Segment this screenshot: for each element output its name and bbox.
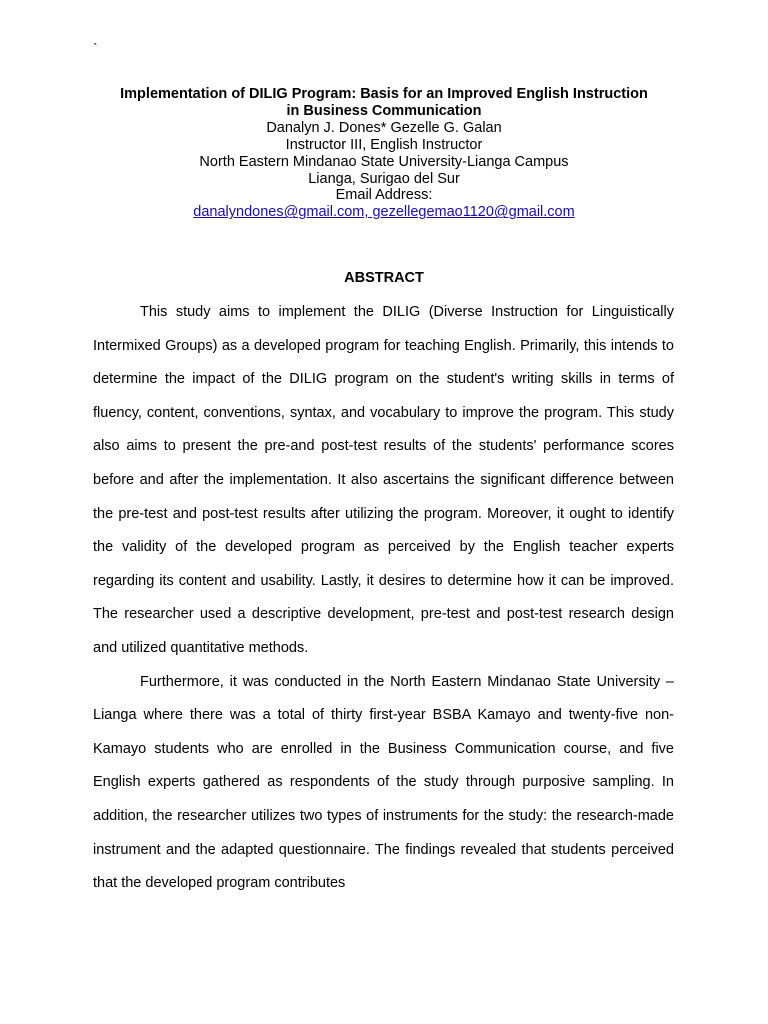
abstract-paragraph-2: Furthermore, it was conducted in the North Eastern Mindanao State University – Lianga where there was a total of thirty first-year BSBA Kamayo and twenty-five non-Kamayo students who are enrolled in the Business Communication course, and five English experts gathered as respondents of the study through purposive sampling. In addition, the researcher utilizes two types of instruments for the study: the research-made instrument and the adapted questionnaire. The findings revealed that students perceived that the developed program contributes bbox=[93, 673, 674, 892]
paper-title-line-2: in Business Communication bbox=[286, 102, 482, 119]
email-links[interactable]: danalyndones@gmail.com, gezellegemao1120@gmail.com bbox=[193, 204, 575, 221]
location: Lianga, Surigao del Sur bbox=[308, 170, 460, 187]
institution: North Eastern Mindanao State University-Lianga Campus bbox=[199, 153, 569, 170]
author-positions: Instructor III, English Instructor bbox=[285, 136, 483, 153]
paper-title-line-1: Implementation of DILIG Program: Basis for an Improved English Instruction bbox=[120, 86, 648, 102]
abstract-body bbox=[93, 296, 674, 901]
paper-header bbox=[80, 86, 688, 221]
email-label: Email Address: bbox=[335, 187, 433, 204]
abstract-heading: ABSTRACT bbox=[344, 270, 424, 286]
stray-mark: ` bbox=[93, 40, 98, 56]
abstract-paragraph-1: This study aims to implement the DILIG (Diverse Instruction for Linguistically Intermixed Groups) as a developed program for teaching English. Primarily, this intends to determine the impact of the DILIG program on the student's writing skills in terms of fluency, content, conventions, syntax, and vocabulary to improve the program. This study also aims to present the pre-and post-test results of the students' performance scores before and after the implementation. It also ascertains the significant difference between the pre-test and post-test results after utilizing the program. Moreover, it ought to identify the validity of the developed program as perceived by the English teacher experts regarding its content and usability. Lastly, it desires to determine how it can be improved. The researcher used a descriptive development, pre-test and post-test research design and utilized quantitative methods. bbox=[93, 304, 674, 656]
authors: Danalyn J. Dones* Gezelle G. Galan bbox=[266, 119, 502, 136]
